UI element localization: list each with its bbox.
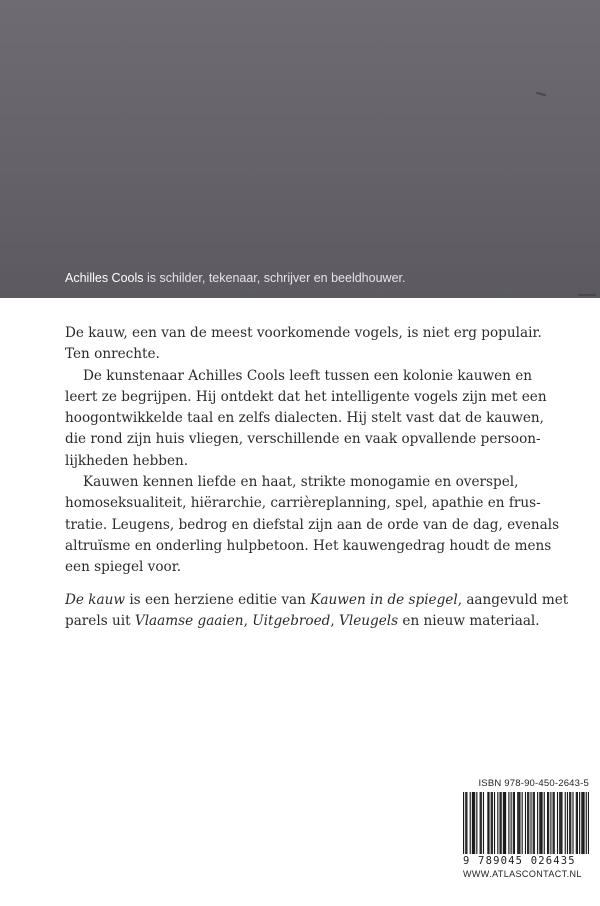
barcode-bar	[547, 792, 548, 854]
barcode-block	[463, 778, 589, 879]
text-line: een spiegel voor.	[65, 559, 182, 576]
text-run: en nieuw materiaal.	[398, 612, 540, 629]
cover-photo	[0, 0, 600, 298]
barcode-icon	[463, 792, 589, 854]
barcode-bar	[577, 792, 578, 854]
barcode-bar	[474, 792, 475, 854]
title-italic: Uitgebroed	[252, 612, 331, 629]
barcode-bar	[505, 792, 506, 854]
isbn-label: ISBN 978-90-450-2643-5	[478, 778, 589, 789]
barcode-bar	[537, 792, 538, 854]
text-line	[65, 611, 545, 632]
barcode-bar	[572, 792, 573, 854]
text-line	[65, 590, 569, 611]
barcode-bar	[550, 792, 551, 854]
barcode-bar	[528, 792, 529, 854]
barcode-bar	[514, 792, 515, 854]
title-italic: Vlaamse gaaien	[134, 612, 244, 629]
barcode-digits: 9 789045 026435	[463, 855, 576, 867]
barcode-bar	[586, 792, 587, 854]
barcode-bar	[548, 792, 549, 854]
barcode-bar	[570, 792, 571, 854]
barcode-bar	[561, 792, 562, 854]
title-italic: Kauwen in de spiegel	[310, 591, 458, 608]
barcode-bar	[481, 792, 482, 854]
barcode-bar	[504, 792, 505, 854]
barcode-bar	[525, 792, 526, 854]
barcode-bar	[519, 792, 520, 854]
barcode-bar	[508, 792, 509, 854]
publisher-website: WWW.ATLASCONTACT.NL	[463, 869, 582, 879]
blurb-paragraph-1	[65, 323, 545, 366]
barcode-bar	[492, 792, 493, 854]
barcode-bar	[583, 792, 584, 854]
barcode-bar	[541, 792, 542, 854]
barcode-bar	[581, 792, 582, 854]
barcode-bar	[488, 792, 489, 854]
text-run: parels uit	[65, 612, 135, 629]
barcode-bar	[576, 792, 577, 854]
text-run: is een herziene editie van	[125, 591, 311, 608]
barcode-bar	[565, 792, 566, 854]
barcode-bar	[480, 792, 481, 854]
barcode-bar	[511, 792, 512, 854]
barcode-bar	[557, 792, 558, 854]
barcode-bar	[494, 792, 495, 854]
text-line: De kunstenaar Achilles Cools leeft tussen een kolonie kauwen en	[83, 367, 533, 384]
title-italic: De kauw	[65, 591, 125, 608]
barcode-bar	[530, 792, 531, 854]
barcode-bar	[487, 792, 488, 854]
text-line: Kauwen kennen liefde en haat, strikte monogamie en overspel,	[83, 474, 519, 491]
barcode-bar	[466, 792, 467, 854]
barcode-bar	[588, 792, 589, 854]
barcode-bar	[533, 792, 534, 854]
bird-speck	[578, 294, 596, 296]
blurb-paragraph-2	[65, 366, 545, 472]
blurb-paragraph-4	[65, 590, 569, 633]
text-run: , aangevuld met	[457, 591, 569, 608]
barcode-bar	[497, 792, 498, 854]
barcode-bar	[579, 792, 580, 854]
barcode-bar	[553, 792, 554, 854]
text-line: tratie. Leugens, bedrog en diefstal zijn aan de orde van de dag, evenals	[65, 516, 560, 533]
author-name: Achilles Cools	[65, 271, 144, 285]
barcode-bar	[501, 792, 502, 854]
barcode-bar	[567, 792, 568, 854]
barcode-bar	[470, 792, 471, 854]
barcode-bar	[472, 792, 473, 854]
blurb	[65, 323, 569, 632]
barcode-bar	[560, 792, 561, 854]
barcode-bar	[539, 792, 540, 854]
caption-text: is schilder, tekenaar, schrijver en beeldhouwer.	[143, 271, 406, 285]
text-line: homoseksualiteit, hiërarchie, carrièreplanning, spel, apathie en frus-	[65, 495, 541, 512]
photo-caption	[65, 271, 585, 285]
text-line: hoogontwikkelde taal en zelfs dialecten. Hij stelt vast dat de kauwen,	[65, 410, 544, 427]
text-line: De kauw, een van de meest voorkomende vogels, is niet erg populair.	[65, 325, 542, 341]
barcode-bar	[473, 792, 474, 854]
barcode-bar	[476, 792, 477, 854]
barcode-bar	[465, 792, 466, 854]
barcode-bar	[544, 792, 545, 854]
barcode-bar	[503, 792, 504, 854]
bird-speck	[536, 92, 546, 96]
blurb-paragraph-3	[65, 472, 560, 578]
barcode-bar	[522, 792, 523, 854]
barcode-bar	[540, 792, 541, 854]
barcode-bar	[517, 792, 518, 854]
barcode-bar	[491, 792, 492, 854]
barcode-bar	[569, 792, 570, 854]
barcode-bar	[463, 792, 464, 854]
text-run: ,	[330, 612, 340, 629]
barcode-bar	[518, 792, 519, 854]
barcode-bar	[527, 792, 528, 854]
barcode-bar	[559, 792, 560, 854]
title-italic: Vleugels	[339, 612, 399, 629]
text-line: leert ze begrijpen. Hij ontdekt dat het intelligente vogels zijn met een	[65, 388, 547, 405]
barcode-bar	[513, 792, 514, 854]
text-run: ,	[243, 612, 253, 629]
barcode-bar	[582, 792, 583, 854]
barcode-bar	[499, 792, 500, 854]
barcode-bar	[483, 792, 484, 854]
text-line: altruïsme en onderling hulpbetoon. Het kauwengedrag houdt de mens	[65, 537, 552, 554]
text-line: lijkheden hebben.	[65, 452, 189, 469]
barcode-bar	[554, 792, 555, 854]
barcode-bar	[534, 792, 535, 854]
text-line: die rond zijn huis vliegen, verschillende en vaak opvallende persoon-	[65, 431, 541, 448]
text-line: Ten onrechte.	[65, 346, 160, 363]
